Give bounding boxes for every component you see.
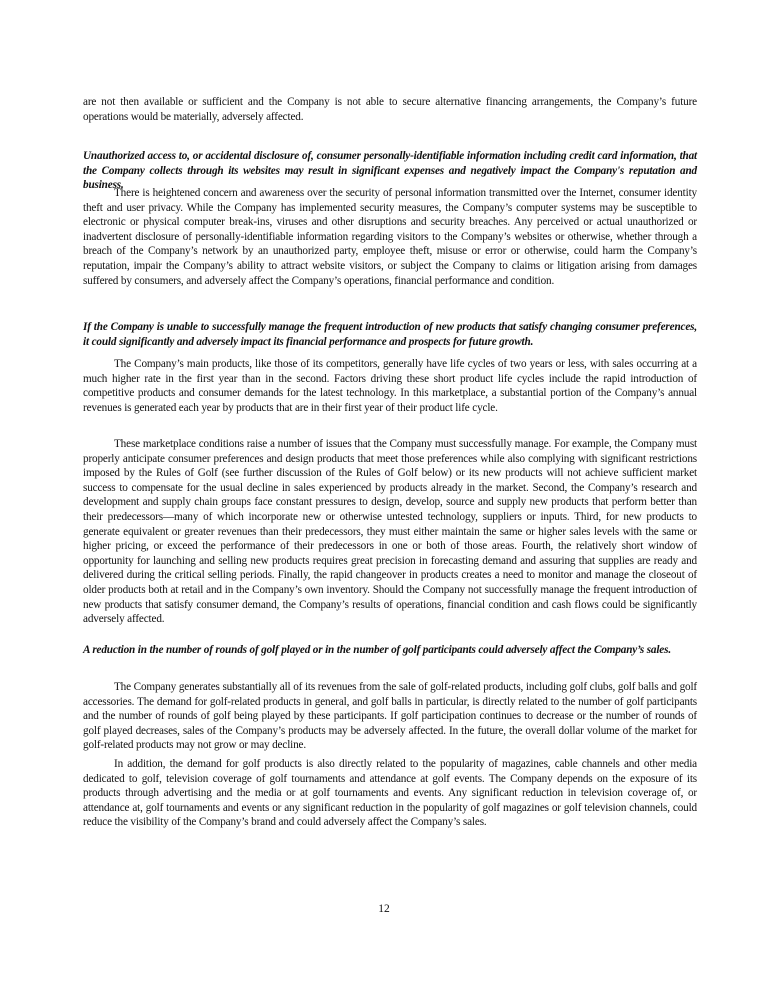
paragraph-security-concern: There is heightened concern and awareness over the security of personal information transmitted over the Internet, consumer identity theft and user privacy. While the Company has implemented security measures, the Company’s computer systems may be susceptible to electronic or physical computer break-ins, viruses and other disruptions and security breaches. Any perceived or actual unauthorized or inadvertent disclosure of personally-identifiable information regarding visitors to the Company’s websites or otherwise, whether through a breach of the Company’s network by an unauthorized party, employee theft, misuse or error or otherwise, could harm the Company’s reputation, impair the Company’s ability to attract website visitors, or subject the Company to claims or litigation arising from damages suffered by consumers, and adversely affect the Company’s operations, financial performance and condition. <box>83 187 697 287</box>
heading-unauthorized-access-risk: Unauthorized access to, or accidental disclosure of, consumer personally-identifiable information including credit card information, that the Company collects through its websites may result in significant expenses and negatively impact the Company's reputation and business. <box>83 150 697 192</box>
paragraph-golf-revenues: The Company generates substantially all of its revenues from the sale of golf-related products, including golf clubs, golf balls and golf accessories. The demand for golf-related products in general, and golf balls in particular, is directly related to the number of golf participants and the number of rounds of golf being played by these participants. If golf participation continues to decrease or the number of rounds of golf played decreases, sales of the Company’s products may be adversely affected. In the future, the overall dollar volume of the market for golf-related products may not grow or may decline. <box>83 681 697 752</box>
paragraph-financing-continuation: are not then available or sufficient and the Company is not able to secure alternative financing arrangements, the Company’s future operations would be materially, adversely affected. <box>83 96 697 123</box>
page-number: 12 <box>378 903 390 915</box>
heading-new-products-risk: If the Company is unable to successfully manage the frequent introduction of new products that satisfy changing consumer preferences, it could significantly and adversely impact its financial performance and prospects for future growth. <box>83 321 697 348</box>
paragraph-product-life-cycles: The Company’s main products, like those of its competitors, generally have life cycles of two years or less, with sales occurring at a much higher rate in the first year than in the second. Factors driving these short product life cycles include the rapid introduction of competitive products and consumer demands for the latest technology. In this marketplace, a substantial portion of the Company’s annual revenues is generated each year by products that are in their first year of their product life cycle. <box>83 358 697 414</box>
heading-golf-rounds-risk: A reduction in the number of rounds of golf played or in the number of golf participants could adversely affect the Company’s sales. <box>83 644 671 656</box>
paragraph-marketplace-conditions: These marketplace conditions raise a number of issues that the Company must successfully manage. For example, the Company must properly anticipate consumer preferences and design products that meet those preferences while also complying with significant restrictions imposed by the Rules of Golf (see further discussion of the Rules of Golf below) or its new products will not achieve sufficient market success to compensate for the usual decline in sales experienced by products already in the market. Second, the Company’s research and development and supply chain groups face constant pressures to design, develop, source and supply new products that perform better than their predecessors—many of which incorporate new or otherwise untested technology, suppliers or inputs. Third, for new products to generate equivalent or greater revenues than their predecessors, they must either maintain the same or higher sales levels with the same or higher pricing, or exceed the performance of their predecessors in one or both of those areas. Fourth, the relatively short window of opportunity for launching and selling new products requires great precision in forecasting demand and assuring that supplies are ready and delivered during the critical selling periods. Finally, the rapid changeover in products creates a need to monitor and manage the closeout of older products both at retail and in the Company’s own inventory. Should the Company not successfully manage the frequent introduction of new products that satisfy consumer demand, the Company’s results of operations, financial condition and cash flows could be significantly adversely affected. <box>83 438 697 626</box>
paragraph-golf-media: In addition, the demand for golf products is also directly related to the popularity of magazines, cable channels and other media dedicated to golf, television coverage of golf tournaments and attendance at golf events. The Company depends on the exposure of its products through advertising and the media or at golf tournaments and events. Any significant reduction in television coverage of, or attendance at, golf tournaments and events or any significant reduction in the popularity of golf magazines or golf television channels, could reduce the visibility of the Company’s brand and could adversely affect the Company’s sales. <box>83 758 697 829</box>
